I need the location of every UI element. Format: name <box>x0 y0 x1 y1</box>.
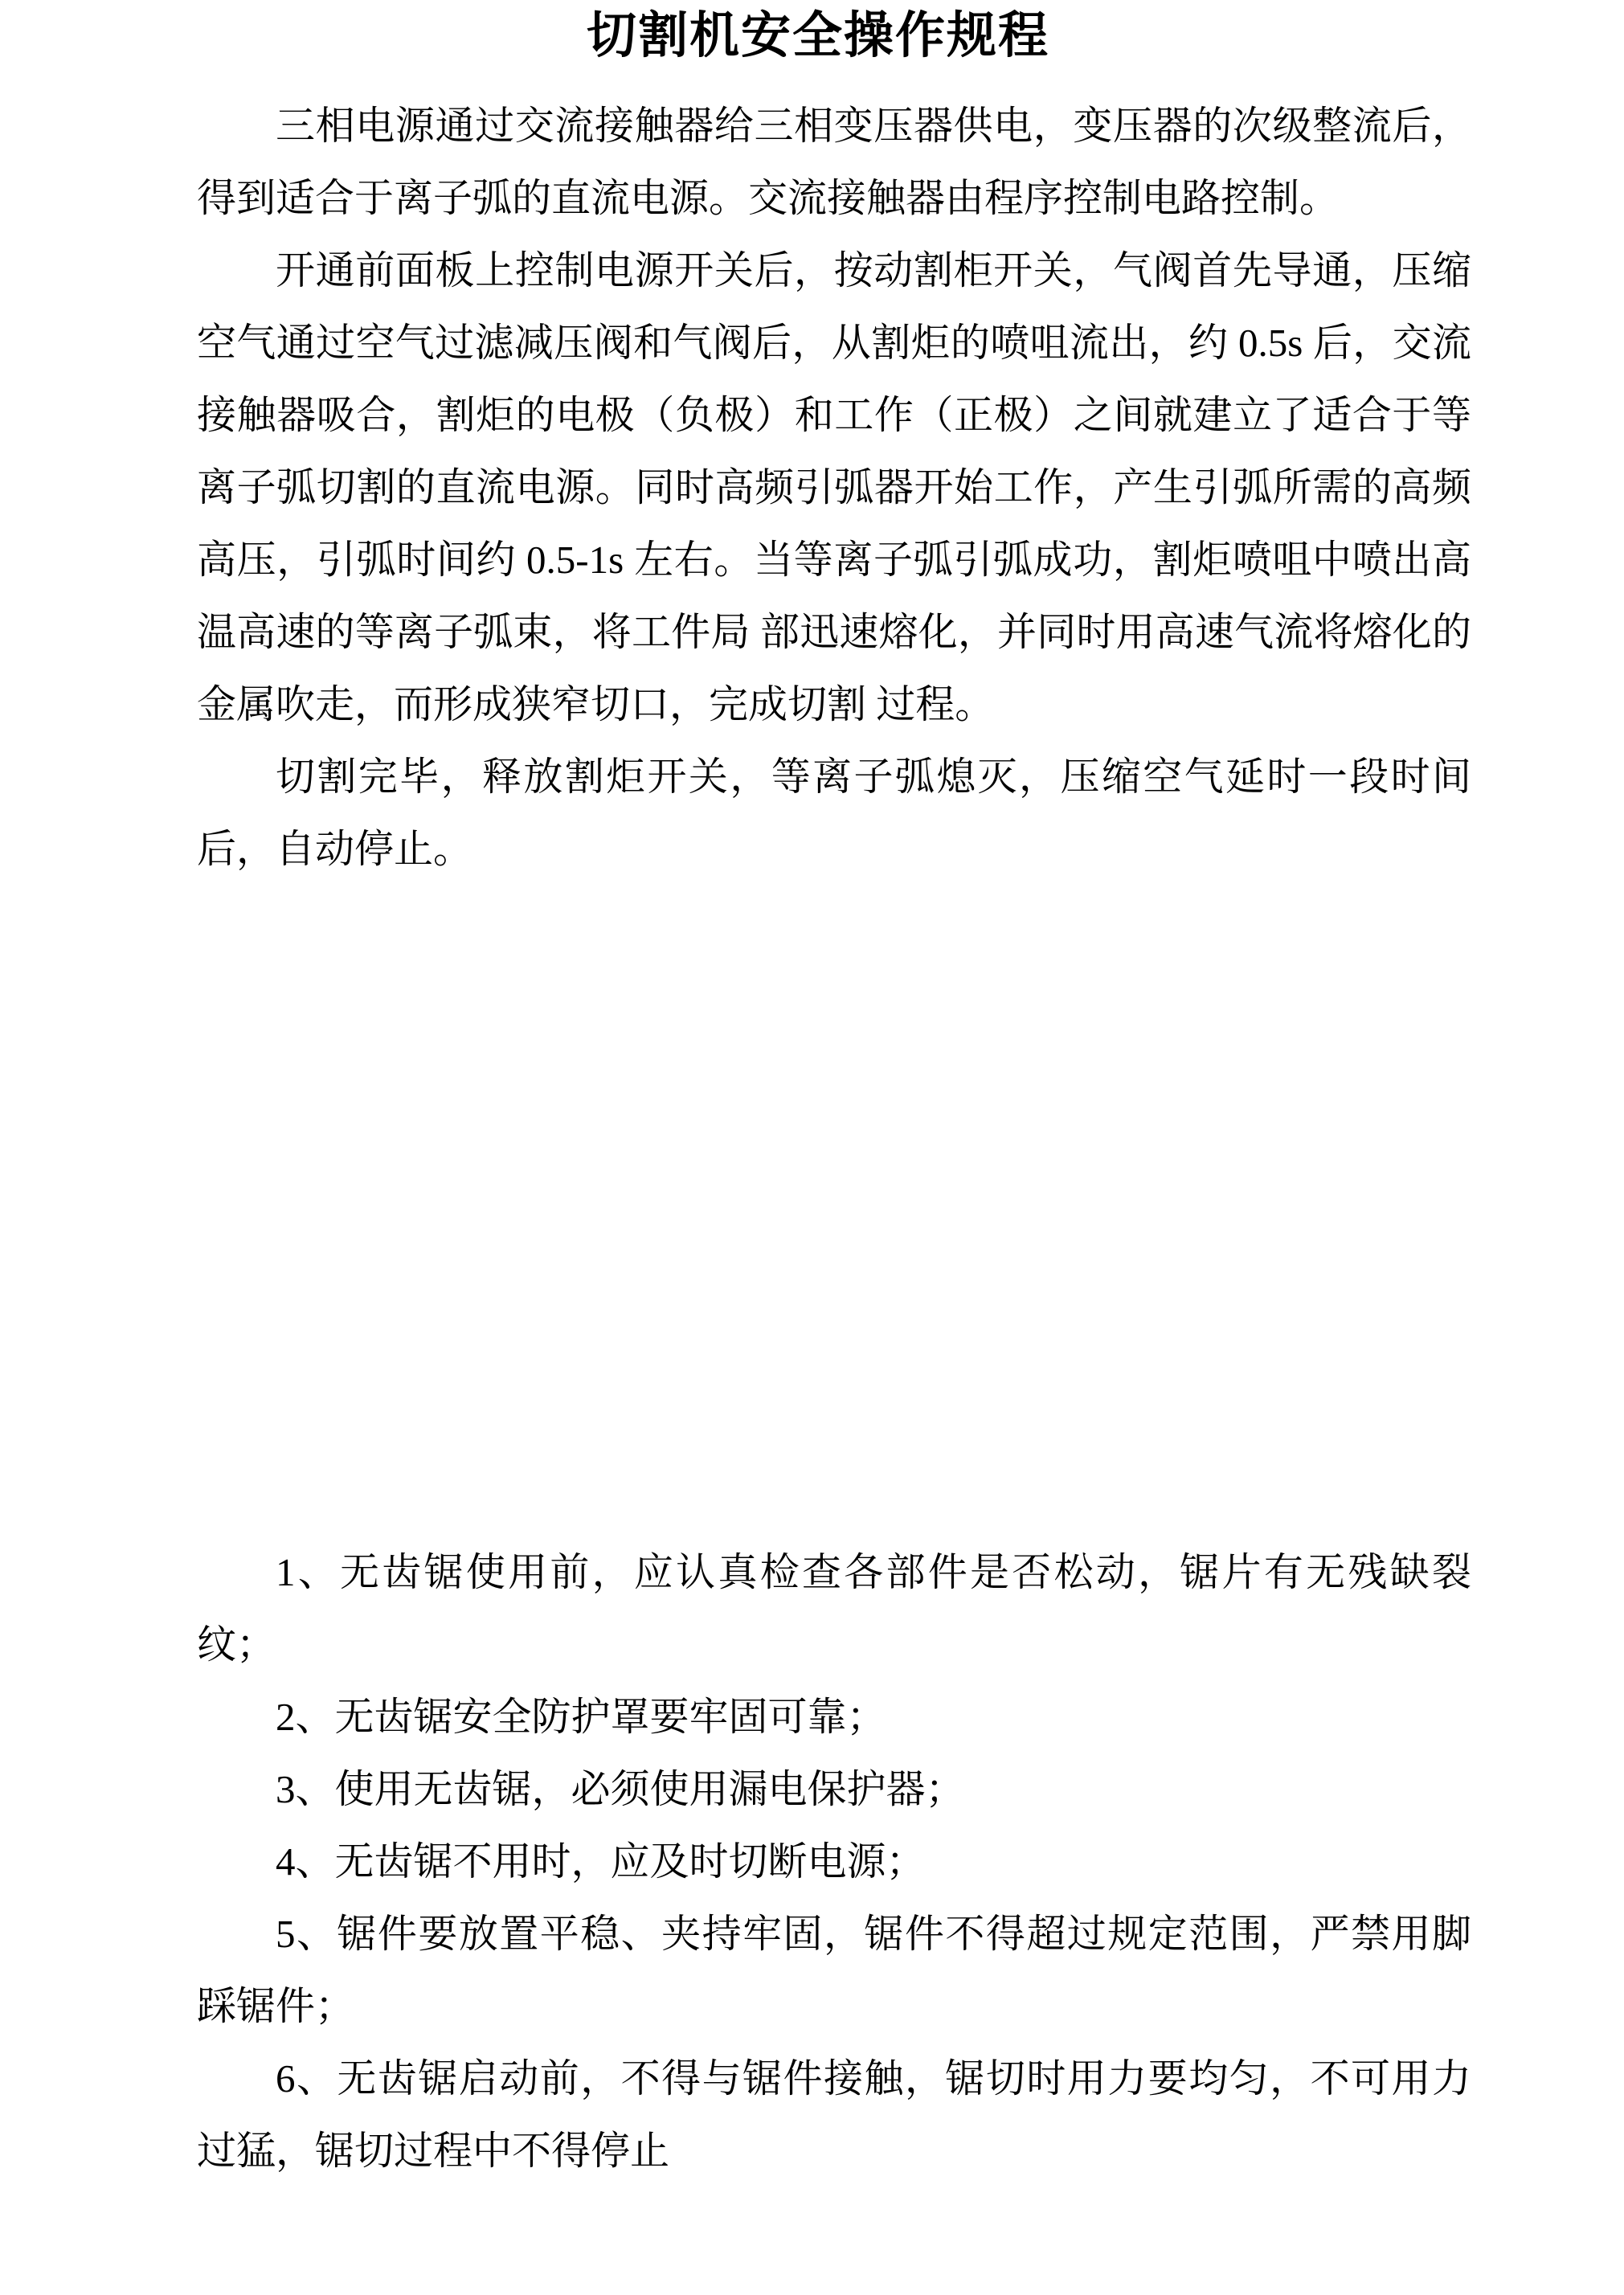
list-item: 1、无齿锯使用前，应认真检查各部件是否松动，锯片有无残缺裂纹； <box>197 1550 1471 1667</box>
document-body <box>197 90 1471 886</box>
paragraph-1: 三相电源通过交流接触器给三相变压器供电，变压器的次级整流后，得到适合于离子弧的直流电源。交流接触器由程序控制电路控制。 <box>197 104 1471 220</box>
paragraph-3: 切割完毕，释放割炬开关，等离子弧熄灭，压缩空气延时一段时间后，自动停止。 <box>197 755 1471 871</box>
list-item: 6、无齿锯启动前，不得与锯件接触，锯切时用力要均匀，不可用力过猛，锯切过程中不得停止 <box>197 2056 1471 2173</box>
list-item: 5、锯件要放置平稳、夹持牢固，锯件不得超过规定范围，严禁用脚踩锯件； <box>197 1912 1471 2028</box>
list-item: 2、无齿锯安全防护罩要牢固可靠； <box>276 1695 886 1739</box>
blank-region <box>197 886 1471 1536</box>
page-title: 切割机安全操作规程 <box>586 9 1049 63</box>
safety-rules-list <box>197 1536 1471 2187</box>
list-item: 4、无齿锯不用时，应及时切断电源； <box>276 1839 926 1884</box>
paragraph-2: 开通前面板上控制电源开关后，按动割柜开关，气阀首先导通，压缩空气通过空气过滤减压阀和气阀后，从割炬的喷咀流出，约 0.5s 后，交流接触器吸合，割炬的电极（负极）和工作（正极）之间就建立了适合于等离子弧切割的直流电源。同时高频引弧器开始工作，产生引弧所需的高频高压，引弧时间约 0.5-1s 左右。当等离子弧引弧成功，割炬喷咀中喷出高温高速的等离子弧束，将工件局 部迅速熔化，并同时用高速气流将熔化的金属吹走，而形成狭窄切口，完成切割 过程。 <box>197 248 1471 726</box>
list-item: 3、使用无齿锯，必须使用漏电保护器； <box>276 1767 965 1811</box>
